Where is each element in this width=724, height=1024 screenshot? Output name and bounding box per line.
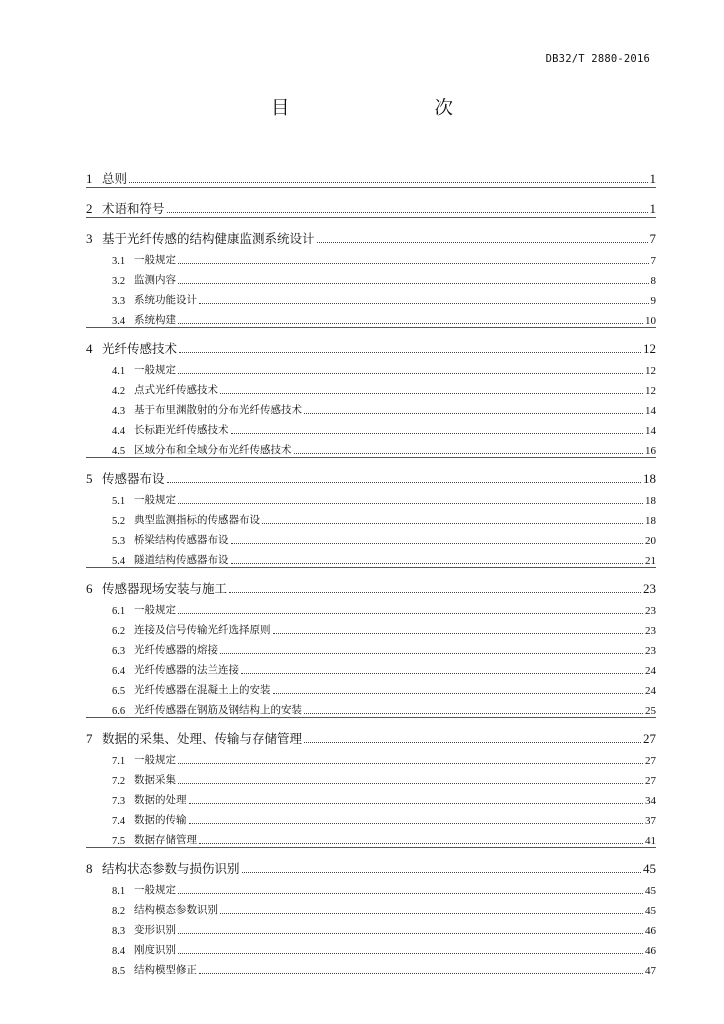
- page-number: 12: [645, 365, 656, 377]
- entry-title: 数据的处理: [134, 794, 187, 806]
- entry-number: 8.3: [112, 926, 126, 937]
- page-number: 14: [645, 405, 656, 417]
- toc-section-entry[interactable]: [86, 917, 656, 937]
- toc-section-entry[interactable]: [86, 397, 656, 417]
- page-number: 20: [645, 535, 656, 547]
- page-number: 47: [645, 965, 656, 977]
- entry-title: 监测内容: [134, 274, 176, 286]
- page-number: 45: [645, 885, 656, 897]
- toc-section-entry[interactable]: [86, 657, 656, 677]
- page-number: 27: [643, 731, 656, 746]
- page-number: 45: [643, 861, 656, 876]
- entry-title: 一般规定: [134, 364, 176, 376]
- dot-leader: [199, 973, 643, 974]
- toc-chapter-entry[interactable]: [86, 567, 656, 597]
- dot-leader: [178, 933, 643, 934]
- dot-leader: [178, 783, 643, 784]
- toc-section-entry[interactable]: [86, 637, 656, 657]
- page-number: 1: [649, 171, 656, 186]
- toc-section-entry[interactable]: [86, 437, 656, 457]
- dot-leader: [178, 323, 643, 324]
- entry-title: 一般规定: [134, 754, 176, 766]
- entry-number: 8.4: [112, 946, 126, 957]
- page-number: 27: [645, 775, 656, 787]
- entry-number: 7.2: [112, 776, 126, 787]
- dot-leader: [242, 872, 641, 873]
- entry-title: 点式光纤传感技术: [134, 384, 218, 396]
- entry-title: 系统功能设计: [134, 294, 197, 306]
- entry-number: 5.3: [112, 536, 126, 547]
- entry-title: 隧道结构传感器布设: [134, 554, 229, 566]
- page-number: 24: [645, 685, 656, 697]
- entry-number: 3.4: [112, 316, 126, 327]
- entry-number: 8.2: [112, 906, 126, 917]
- entry-title: 变形识别: [134, 924, 176, 936]
- entry-title: 连接及信号传输光纤选择原则: [134, 624, 271, 636]
- entry-number: 5.2: [112, 516, 126, 527]
- toc-section-entry[interactable]: [86, 417, 656, 437]
- page-number: 12: [643, 341, 656, 356]
- page-number: 45: [645, 905, 656, 917]
- entry-number: 6.5: [112, 686, 126, 697]
- page-number: 7: [650, 255, 656, 267]
- page-number: 37: [645, 815, 656, 827]
- dot-leader: [262, 523, 643, 524]
- entry-number: 4.2: [112, 386, 126, 397]
- table-of-contents: [86, 158, 656, 977]
- toc-chapter-entry[interactable]: [86, 717, 656, 747]
- dot-leader: [178, 893, 643, 894]
- dot-leader: [231, 543, 644, 544]
- entry-title: 术语和符号: [102, 201, 165, 216]
- toc-section-entry[interactable]: [86, 527, 656, 547]
- document-code: DB32/T 2880-2016: [545, 53, 650, 65]
- page-number: 1: [649, 201, 656, 216]
- entry-title: 基于光纤传感的结构健康监测系统设计: [102, 231, 315, 246]
- page-number: 18: [643, 471, 656, 486]
- entry-title: 刚度识别: [134, 944, 176, 956]
- toc-section-entry[interactable]: [86, 697, 656, 717]
- page-number: 21: [645, 555, 656, 567]
- dot-leader: [304, 713, 643, 714]
- entry-number: 4.1: [112, 366, 126, 377]
- toc-section-entry[interactable]: [86, 287, 656, 307]
- dot-leader: [178, 953, 643, 954]
- entry-number: 8.5: [112, 966, 126, 977]
- toc-section-entry[interactable]: [86, 357, 656, 377]
- entry-number: 6.1: [112, 606, 126, 617]
- toc-chapter-entry[interactable]: [86, 158, 656, 187]
- dot-leader: [178, 263, 649, 264]
- toc-section-entry[interactable]: [86, 827, 656, 847]
- entry-number: 4.5: [112, 446, 126, 457]
- page-number: 23: [645, 625, 656, 637]
- page-number: 12: [645, 385, 656, 397]
- entry-title: 光纤传感器的熔接: [134, 644, 218, 656]
- page-number: 46: [645, 945, 656, 957]
- dot-leader: [273, 693, 644, 694]
- entry-title: 传感器现场安装与施工: [102, 581, 228, 596]
- dot-leader: [231, 563, 644, 564]
- dot-leader: [129, 182, 647, 183]
- entry-number: 6.4: [112, 666, 126, 677]
- entry-number: 6.6: [112, 706, 126, 717]
- entry-number: 8: [86, 861, 93, 876]
- entry-title: 长标距光纤传感技术: [134, 424, 229, 436]
- entry-number: 7.5: [112, 836, 126, 847]
- toc-chapter-entry[interactable]: [86, 847, 656, 877]
- entry-title: 数据的采集、处理、传输与存储管理: [102, 731, 303, 746]
- toc-section-entry[interactable]: [86, 897, 656, 917]
- page-number: 46: [645, 925, 656, 937]
- dot-leader: [178, 373, 643, 374]
- toc-section-entry[interactable]: [86, 957, 656, 977]
- dot-leader: [241, 673, 643, 674]
- toc-chapter-entry[interactable]: [86, 187, 656, 217]
- page-number: 10: [645, 315, 656, 327]
- page-title: 目 次: [270, 98, 489, 119]
- entry-number: 4.3: [112, 406, 126, 417]
- entry-title: 系统构建: [134, 314, 176, 326]
- dot-leader: [178, 283, 649, 284]
- page-number: 23: [643, 581, 656, 596]
- page-number: 9: [650, 295, 656, 307]
- toc-section-entry[interactable]: [86, 547, 656, 567]
- toc-chapter-entry[interactable]: [86, 217, 656, 247]
- entry-title: 数据存储管理: [134, 834, 197, 846]
- entry-number: 1: [86, 171, 93, 186]
- entry-number: 7: [86, 731, 93, 746]
- toc-section-entry[interactable]: [86, 937, 656, 957]
- entry-title: 结构模型修正: [134, 964, 197, 976]
- dot-leader: [231, 433, 644, 434]
- toc-section-entry[interactable]: [86, 307, 656, 327]
- entry-title: 光纤传感技术: [102, 341, 178, 356]
- entry-number: 7.4: [112, 816, 126, 827]
- entry-title: 数据的传输: [134, 814, 187, 826]
- page-number: 24: [645, 665, 656, 677]
- entry-number: 8.1: [112, 886, 126, 897]
- toc-section-entry[interactable]: [86, 877, 656, 897]
- dot-leader: [220, 913, 643, 914]
- entry-title: 一般规定: [134, 884, 176, 896]
- dot-leader: [229, 592, 641, 593]
- entry-number: 4.4: [112, 426, 126, 437]
- dot-leader: [294, 453, 644, 454]
- dot-leader: [189, 823, 644, 824]
- toc-chapter-entry[interactable]: [86, 457, 656, 487]
- entry-title: 光纤传感器在钢筋及钢结构上的安装: [134, 704, 302, 716]
- entry-title: 总则: [102, 171, 128, 186]
- entry-title: 传感器布设: [102, 471, 165, 486]
- entry-number: 7.1: [112, 756, 126, 767]
- page-number: 18: [645, 495, 656, 507]
- toc-section-entry[interactable]: [86, 617, 656, 637]
- entry-number: 4: [86, 341, 93, 356]
- page-number: 27: [645, 755, 656, 767]
- toc-section-entry[interactable]: [86, 267, 656, 287]
- entry-number: 5.4: [112, 556, 126, 567]
- entry-title: 桥梁结构传感器布设: [134, 534, 229, 546]
- entry-number: 2: [86, 201, 93, 216]
- entry-number: 3.3: [112, 296, 126, 307]
- dot-leader: [178, 503, 643, 504]
- entry-title: 结构状态参数与损伤识别: [102, 861, 240, 876]
- entry-number: 6.2: [112, 626, 126, 637]
- entry-number: 6: [86, 581, 93, 596]
- dot-leader: [178, 763, 643, 764]
- dot-leader: [167, 482, 641, 483]
- dot-leader: [199, 303, 649, 304]
- entry-number: 3.2: [112, 276, 126, 287]
- toc-section-entry[interactable]: [86, 487, 656, 507]
- page-number: 18: [645, 515, 656, 527]
- dot-leader: [167, 212, 648, 213]
- toc-section-entry[interactable]: [86, 787, 656, 807]
- dot-leader: [178, 613, 643, 614]
- dot-leader: [220, 393, 643, 394]
- dot-leader: [273, 633, 644, 634]
- page-number: 16: [645, 445, 656, 457]
- dot-leader: [304, 742, 641, 743]
- page-number: 25: [645, 705, 656, 717]
- page-number: 7: [649, 231, 656, 246]
- entry-number: 7.3: [112, 796, 126, 807]
- entry-number: 6.3: [112, 646, 126, 657]
- page-number: 23: [645, 605, 656, 617]
- entry-title: 结构模态参数识别: [134, 904, 218, 916]
- toc-chapter-entry[interactable]: [86, 327, 656, 357]
- toc-section-entry[interactable]: [86, 377, 656, 397]
- dot-leader: [317, 242, 648, 243]
- dot-leader: [189, 803, 644, 804]
- toc-section-entry[interactable]: [86, 767, 656, 787]
- dot-leader: [304, 413, 643, 414]
- entry-title: 数据采集: [134, 774, 176, 786]
- toc-section-entry[interactable]: [86, 747, 656, 767]
- entry-title: 一般规定: [134, 254, 176, 266]
- entry-number: 5: [86, 471, 93, 486]
- dot-leader: [179, 352, 641, 353]
- toc-section-entry[interactable]: [86, 677, 656, 697]
- entry-title: 一般规定: [134, 604, 176, 616]
- dot-leader: [199, 843, 643, 844]
- toc-section-entry[interactable]: [86, 597, 656, 617]
- toc-section-entry[interactable]: [86, 807, 656, 827]
- page-number: 8: [650, 275, 656, 287]
- entry-number: 5.1: [112, 496, 126, 507]
- page-number: 14: [645, 425, 656, 437]
- entry-title: 基于布里渊散射的分布光纤传感技术: [134, 404, 302, 416]
- entry-number: 3: [86, 231, 93, 246]
- dot-leader: [220, 653, 643, 654]
- entry-title: 典型监测指标的传感器布设: [134, 514, 260, 526]
- page-number: 23: [645, 645, 656, 657]
- entry-title: 光纤传感器的法兰连接: [134, 664, 239, 676]
- toc-section-entry[interactable]: [86, 507, 656, 527]
- entry-title: 光纤传感器在混凝土上的安装: [134, 684, 271, 696]
- page-number: 41: [645, 835, 656, 847]
- toc-section-entry[interactable]: [86, 247, 656, 267]
- entry-title: 区域分布和全域分布光纤传感技术: [134, 444, 292, 456]
- entry-number: 3.1: [112, 256, 126, 267]
- page-number: 34: [645, 795, 656, 807]
- entry-title: 一般规定: [134, 494, 176, 506]
